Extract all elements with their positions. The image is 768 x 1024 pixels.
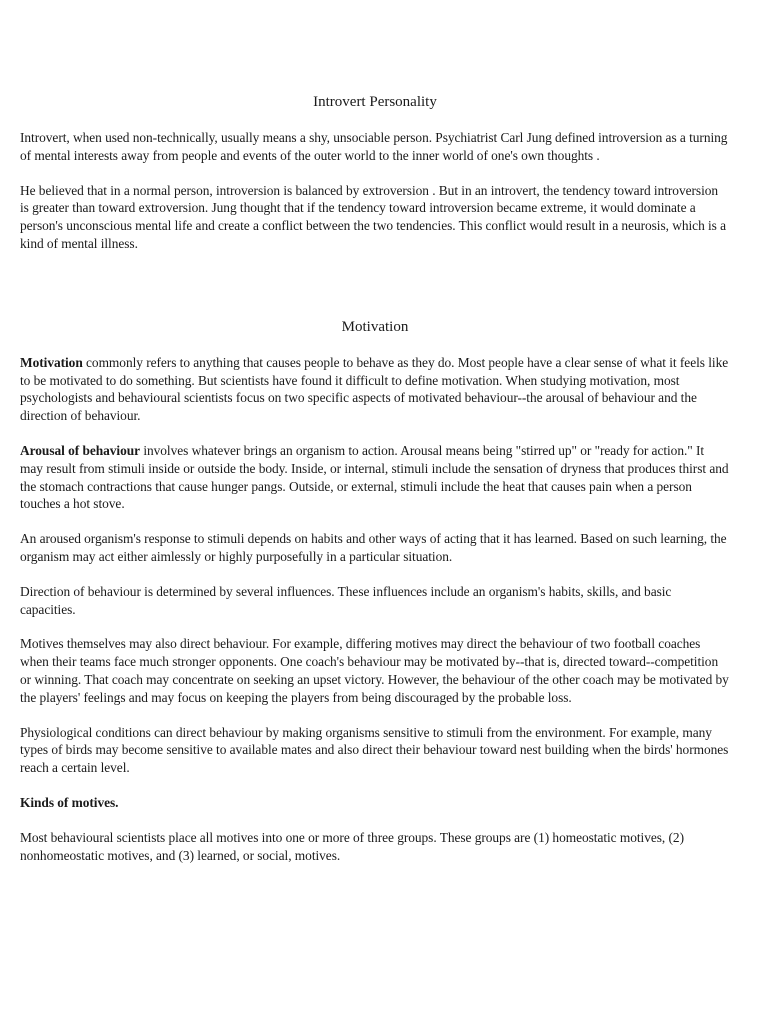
- paragraph: Introvert, when used non-technically, usually means a shy, unsociable person. Psychiatrist Carl Jung defined introversion as a turning of mental interests away from people and events of the outer world to the inner world of one's own thoughts .: [20, 130, 728, 163]
- section-title-introvert: Introvert Personality: [313, 94, 437, 110]
- subheading-kinds-of-motives: [20, 794, 730, 812]
- paragraph-text: involves whatever brings an organism to action. Arousal means being "stirred up" or "ready for action." It may result from stimuli inside or outside the body. Inside, or internal, stimuli include the sensation of dryness that produces thirst and the stomach contractions that cause hunger pangs. Outside, or external, stimuli include the heat that causes pain when a person touches a hot stove.: [20, 442, 729, 512]
- paragraph: Physiological conditions can direct behaviour by making organisms sensitive to stimuli from the environment. For example, many types of birds may become sensitive to available mates and also direct their behaviour toward nest building when the birds' hormones reach a certain level.: [20, 724, 729, 776]
- paragraph: An aroused organism's response to stimuli depends on habits and other ways of acting that it has learned. Based on such learning, the organism may act either aimlessly or highly purposefully in a particular situation.: [20, 531, 727, 564]
- section-gap: [20, 270, 730, 317]
- term-arousal: Arousal of behaviour: [20, 442, 141, 458]
- term-motivation: Motivation: [20, 354, 83, 370]
- paragraph-text: commonly refers to anything that causes people to behave as they do. Most people have a clear sense of what it feels like to be motivated to do something. But scientists have found it difficult to define motivation. When studying motivation, most psychologists and behavioural scientists focus on two specific aspects of motivated behaviour--the arousal of behaviour and the direction of behaviour.: [20, 354, 729, 424]
- paragraph: Most behavioural scientists place all motives into one or more of three groups. These groups are (1) homeostatic motives, (2) nonhomeostatic motives, and (3) learned, or social, motives.: [20, 829, 684, 863]
- paragraph: [20, 442, 730, 513]
- paragraph: [20, 354, 730, 425]
- section-title-motivation: Motivation: [341, 318, 409, 335]
- paragraph: He believed that in a normal person, introversion is balanced by extroversion . But in an introvert, the tendency toward introversion is greater than toward extroversion. Jung thought that if the tendency toward introversion became extreme, it would dominate a person's unconscious mental life and create a conflict between the two tendencies. This conflict would result in a neurosis, which is a kind of mental illness.: [20, 182, 727, 251]
- subheading-text: Kinds of motives.: [20, 794, 119, 810]
- paragraph: Motives themselves may also direct behaviour. For example, differing motives may direct the behaviour of two football coaches when their teams face much stronger opponents. One coach's behaviour may be motivated by--that is, directed toward--competition or winning. That coach may concentrate on seeking an upset victory. However, the behaviour of the other coach may be motivated by the players' feelings and may focus on keeping the players from being discouraged by the probable loss.: [20, 636, 729, 705]
- document-page: [20, 92, 730, 881]
- paragraph: Direction of behaviour is determined by several influences. These influences include an organism's habits, skills, and basic capacities.: [20, 583, 672, 617]
